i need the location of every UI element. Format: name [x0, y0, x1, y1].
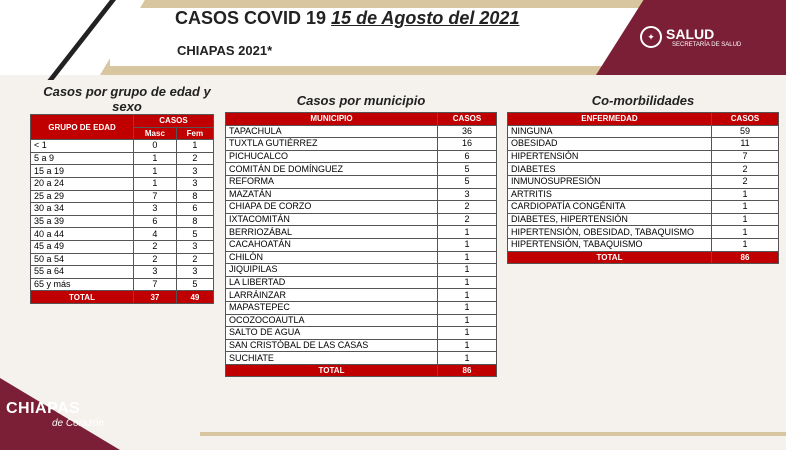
- page-title: CASOS COVID 19 15 de Agosto del 2021: [175, 8, 520, 28]
- table-row: [508, 201, 779, 214]
- table-cell: 4: [134, 228, 177, 241]
- table-cell: SALTO DE AGUA: [226, 327, 438, 340]
- table-cell: JIQUIPILAS: [226, 264, 438, 277]
- footer-brand-sub: de Corazón: [52, 418, 104, 429]
- table-cell: LARRÁINZAR: [226, 289, 438, 302]
- table-row: [508, 175, 779, 188]
- total-row: [226, 364, 497, 377]
- table-cell: 1: [438, 314, 497, 327]
- table-cell: 2: [438, 201, 497, 214]
- table-row: [226, 314, 497, 327]
- table-cell: 7: [712, 150, 779, 163]
- table-cell: 1: [712, 238, 779, 251]
- col-cases: CASOS: [134, 115, 214, 128]
- table-row: [226, 213, 497, 226]
- table-cell: 2: [712, 175, 779, 188]
- table-cell: 35 a 39: [31, 215, 134, 228]
- table-cell: NINGUNA: [508, 125, 712, 138]
- table-cell: 1: [438, 264, 497, 277]
- table-cell: 40 a 44: [31, 228, 134, 241]
- table-cell: COMITÁN DE DOMÍNGUEZ: [226, 163, 438, 176]
- table-cell: 1: [438, 238, 497, 251]
- seal-icon: ✦: [640, 26, 662, 48]
- table-cell: OCOZOCOAUTLA: [226, 314, 438, 327]
- table-cell: 5: [176, 228, 213, 241]
- table-cell: INMUNOSUPRESIÓN: [508, 175, 712, 188]
- page-subtitle: CHIAPAS 2021*: [177, 43, 273, 58]
- table-row: [508, 188, 779, 201]
- table-row: [226, 301, 497, 314]
- table-row: [508, 226, 779, 239]
- table-cell: 65 y más: [31, 278, 134, 291]
- table-cell: TOTAL: [508, 251, 712, 264]
- table-row: [226, 352, 497, 365]
- table-cell: CHILÓN: [226, 251, 438, 264]
- table-cell: DIABETES, HIPERTENSIÓN: [508, 213, 712, 226]
- table-cell: 0: [134, 140, 177, 153]
- table-cell: 8: [176, 215, 213, 228]
- table-cell: 15 a 19: [31, 165, 134, 178]
- table-cell: 1: [134, 177, 177, 190]
- table-cell: 3: [438, 188, 497, 201]
- table-row: [226, 289, 497, 302]
- table-cell: MAZATÁN: [226, 188, 438, 201]
- table-cell: TOTAL: [31, 291, 134, 304]
- table-cell: 7: [134, 190, 177, 203]
- table-cell: 5: [438, 175, 497, 188]
- table-cell: 1: [134, 152, 177, 165]
- table-cell: 2: [438, 213, 497, 226]
- table-cell: PICHUCALCO: [226, 150, 438, 163]
- table-row: [31, 165, 214, 178]
- table-cell: 2: [176, 152, 213, 165]
- table-row: [508, 125, 779, 138]
- table-cell: 59: [712, 125, 779, 138]
- table-cell: 3: [176, 177, 213, 190]
- table-row: [226, 238, 497, 251]
- age-table: [30, 114, 214, 304]
- table-row: [31, 140, 214, 153]
- footer-gold-line: [200, 432, 786, 436]
- table-row: [31, 228, 214, 241]
- total-row: [508, 251, 779, 264]
- table-row: [226, 125, 497, 138]
- table-cell: 1: [438, 276, 497, 289]
- table-row: [31, 266, 214, 279]
- col-cases: CASOS: [438, 113, 497, 126]
- table-cell: 8: [176, 190, 213, 203]
- table-row: [226, 251, 497, 264]
- table-cell: HIPERTENSIÓN, TABAQUISMO: [508, 238, 712, 251]
- table-cell: 6: [134, 215, 177, 228]
- title-date: 15 de Agosto del 2021: [331, 8, 520, 28]
- table-row: [226, 175, 497, 188]
- table-cell: < 1: [31, 140, 134, 153]
- table-cell: TOTAL: [226, 364, 438, 377]
- table-cell: 2: [176, 253, 213, 266]
- table-cell: 3: [176, 165, 213, 178]
- table-cell: SUCHIATE: [226, 352, 438, 365]
- table-cell: OBESIDAD: [508, 138, 712, 151]
- table-row: [226, 201, 497, 214]
- table-cell: CHIAPA DE CORZO: [226, 201, 438, 214]
- table-cell: 86: [712, 251, 779, 264]
- table-cell: 25 a 29: [31, 190, 134, 203]
- table-row: [31, 203, 214, 216]
- table-cell: 5 a 9: [31, 152, 134, 165]
- table-row: [226, 327, 497, 340]
- footer-brand: CHIAPAS: [6, 400, 81, 417]
- table-cell: SAN CRISTÓBAL DE LAS CASAS: [226, 339, 438, 352]
- table-cell: TUXTLA GUTIÉRREZ: [226, 138, 438, 151]
- table-row: [31, 278, 214, 291]
- table-cell: 1: [134, 165, 177, 178]
- table-cell: 2: [134, 240, 177, 253]
- table-cell: 6: [438, 150, 497, 163]
- comorb-table: [507, 112, 779, 264]
- table-cell: 11: [712, 138, 779, 151]
- total-row: [31, 291, 214, 304]
- table-row: [31, 240, 214, 253]
- table-cell: 1: [438, 339, 497, 352]
- table-cell: 2: [134, 253, 177, 266]
- table-cell: 3: [176, 266, 213, 279]
- muni-table-heading: Casos por municipio: [296, 93, 426, 108]
- table-cell: 1: [438, 289, 497, 302]
- table-cell: 1: [438, 352, 497, 365]
- table-row: [226, 339, 497, 352]
- table-cell: REFORMA: [226, 175, 438, 188]
- table-cell: 55 a 64: [31, 266, 134, 279]
- table-cell: 1: [438, 251, 497, 264]
- table-cell: 36: [438, 125, 497, 138]
- table-cell: 86: [438, 364, 497, 377]
- col-enfermedad: ENFERMEDAD: [508, 113, 712, 126]
- table-row: [508, 163, 779, 176]
- col-fem: Fem: [176, 127, 213, 140]
- table-cell: BERRIOZÁBAL: [226, 226, 438, 239]
- table-row: [226, 163, 497, 176]
- table-cell: 20 a 24: [31, 177, 134, 190]
- table-cell: 1: [438, 301, 497, 314]
- table-cell: 1: [438, 327, 497, 340]
- table-cell: 37: [134, 291, 177, 304]
- table-cell: 1: [712, 213, 779, 226]
- table-cell: 1: [712, 201, 779, 214]
- age-table-heading: Casos por grupo de edad y sexo: [43, 84, 211, 114]
- table-row: [31, 253, 214, 266]
- table-cell: 2: [712, 163, 779, 176]
- table-cell: TAPACHULA: [226, 125, 438, 138]
- table-cell: 3: [134, 203, 177, 216]
- table-cell: CACAHOATÁN: [226, 238, 438, 251]
- table-row: [226, 264, 497, 277]
- table-row: [31, 190, 214, 203]
- table-row: [508, 213, 779, 226]
- table-cell: 49: [176, 291, 213, 304]
- table-cell: 1: [712, 188, 779, 201]
- table-cell: 50 a 54: [31, 253, 134, 266]
- table-cell: 7: [134, 278, 177, 291]
- table-row: [226, 276, 497, 289]
- table-cell: HIPERTENSIÓN, OBESIDAD, TABAQUISMO: [508, 226, 712, 239]
- table-row: [226, 226, 497, 239]
- table-cell: 6: [176, 203, 213, 216]
- table-row: [226, 150, 497, 163]
- table-cell: CARDIOPATÍA CONGÉNITA: [508, 201, 712, 214]
- table-cell: 5: [176, 278, 213, 291]
- table-cell: 45 a 49: [31, 240, 134, 253]
- muni-table: [225, 112, 497, 377]
- comorb-table-heading: Co-morbilidades: [591, 93, 695, 108]
- table-row: [508, 238, 779, 251]
- table-cell: HIPERTENSIÓN: [508, 150, 712, 163]
- table-row: [226, 138, 497, 151]
- table-row: [31, 177, 214, 190]
- salud-logo: ✦ SALUD SECRETARÍA DE SALUD: [640, 22, 780, 52]
- table-cell: 3: [134, 266, 177, 279]
- table-row: [508, 150, 779, 163]
- table-cell: 16: [438, 138, 497, 151]
- table-row: [226, 188, 497, 201]
- table-cell: IXTACOMITÁN: [226, 213, 438, 226]
- table-cell: LA LIBERTAD: [226, 276, 438, 289]
- table-cell: 30 a 34: [31, 203, 134, 216]
- table-cell: 1: [438, 226, 497, 239]
- col-municipio: MUNICIPIO: [226, 113, 438, 126]
- table-cell: DIABETES: [508, 163, 712, 176]
- table-row: [31, 215, 214, 228]
- table-cell: MAPASTEPEC: [226, 301, 438, 314]
- col-masc: Masc: [134, 127, 177, 140]
- table-cell: 3: [176, 240, 213, 253]
- table-row: [508, 138, 779, 151]
- col-age-group: GRUPO DE EDAD: [31, 115, 134, 140]
- table-cell: 5: [438, 163, 497, 176]
- col-cases: CASOS: [712, 113, 779, 126]
- table-cell: ARTRITIS: [508, 188, 712, 201]
- table-cell: 1: [712, 226, 779, 239]
- table-row: [31, 152, 214, 165]
- table-cell: 1: [176, 140, 213, 153]
